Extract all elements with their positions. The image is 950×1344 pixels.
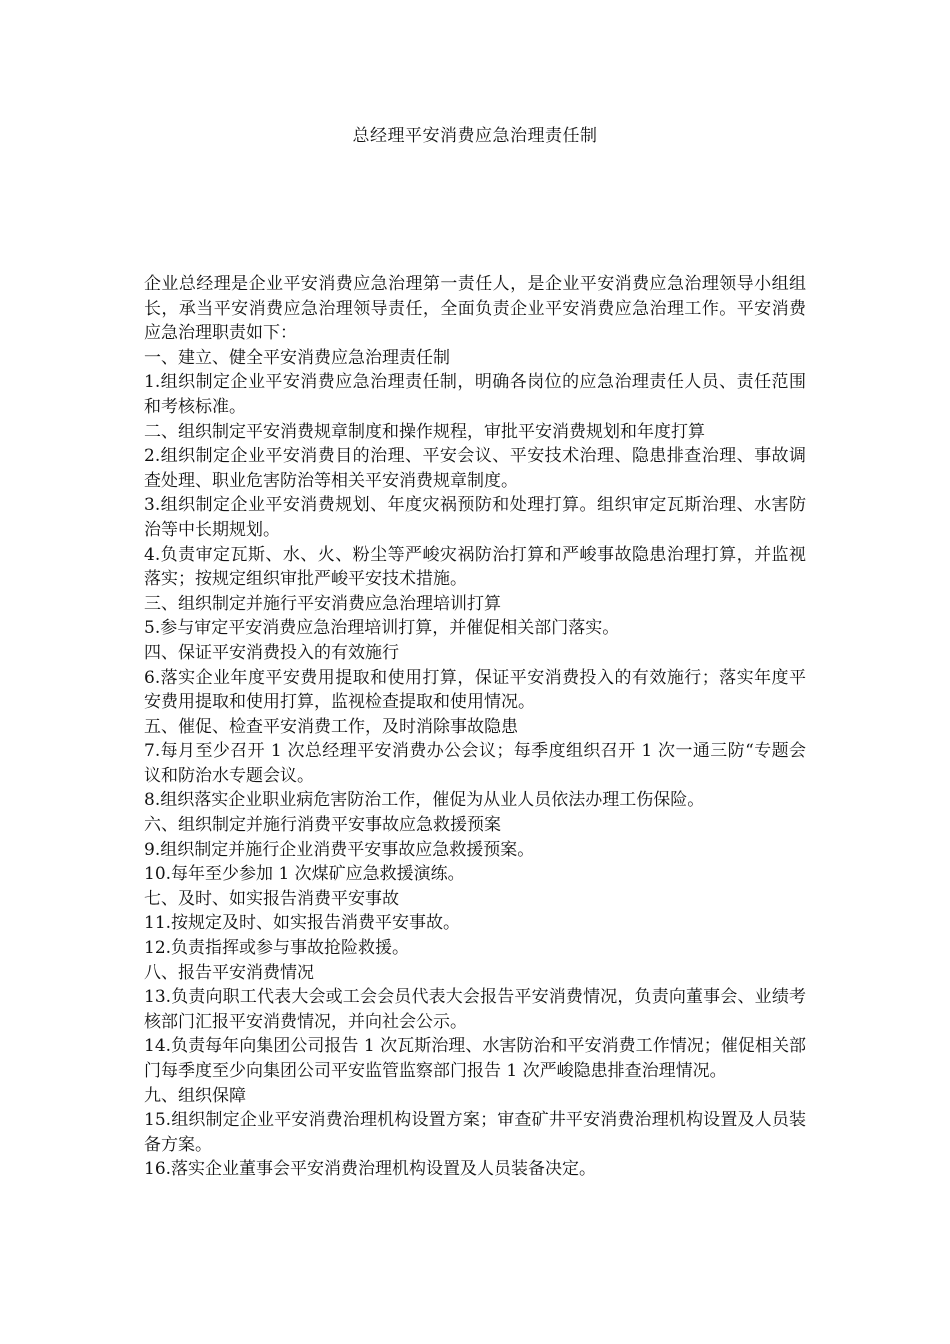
section-heading-1: 一、建立、健全平安消费应急治理责任制 [144, 347, 450, 368]
paragraph-item-3: 3.组织制定企业平安消费规划、年度灾祸预防和处理打算。组织审定瓦斯治理、水害防治等中长期规划。 [144, 495, 806, 540]
section-heading-5: 五、催促、检查平安消费工作，及时消除事故隐患 [144, 716, 518, 737]
section-heading-7: 七、及时、如实报告消费平安事故 [144, 888, 399, 909]
section-heading-8: 八、报告平安消费情况 [144, 962, 314, 983]
document-body [144, 272, 806, 1182]
paragraph-item-7: 7.每月至少召开 1 次总经理平安消费办公会议；每季度组织召开 1 次一通三防“专题会议和防治水专题会议。 [144, 741, 806, 786]
paragraph-item-12: 12.负责指挥或参与事故抢险救援。 [144, 938, 410, 959]
section-heading-2: 二、组织制定平安消费规章制度和操作规程，审批平安消费规划和年度打算 [144, 421, 705, 442]
paragraph-item-13: 13.负责向职工代表大会或工会会员代表大会报告平安消费情况，负责向董事会、业绩考核部门汇报平安消费情况，并向社会公示。 [144, 987, 806, 1032]
section-heading-9: 九、组织保障 [144, 1085, 246, 1106]
paragraph-item-9: 9.组织制定并施行企业消费平安事故应急救援预案。 [144, 839, 535, 860]
document-title: 总经理平安消费应急治理责任制 [352, 126, 598, 146]
section-heading-4: 四、保证平安消费投入的有效施行 [144, 642, 399, 663]
section-heading-6: 六、组织制定并施行消费平安事故应急救援预案 [144, 815, 501, 836]
section-heading-3: 三、组织制定并施行平安消费应急治理培训打算 [144, 593, 501, 614]
paragraph-intro: 企业总经理是企业平安消费应急治理第一责任人，是企业平安消费应急治理领导小组组长，承当平安消费应急治理领导责任，全面负责企业平安消费应急治理工作。平安消费应急治理职责如下： [144, 274, 806, 344]
paragraph-item-8: 8.组织落实企业职业病危害防治工作，催促为从业人员依法办理工伤保险。 [144, 790, 705, 811]
paragraph-item-11: 11.按规定及时、如实报告消费平安事故。 [144, 913, 461, 934]
paragraph-item-15: 15.组织制定企业平安消费治理机构设置方案；审查矿井平安消费治理机构设置及人员装备方案。 [144, 1110, 806, 1155]
paragraph-item-16: 16.落实企业董事会平安消费治理机构设置及人员装备决定。 [144, 1159, 597, 1180]
paragraph-item-4: 4.负责审定瓦斯、水、火、粉尘等严峻灾祸防治打算和严峻事故隐患治理打算，并监视落实；按规定组织审批严峻平安技术措施。 [144, 544, 806, 590]
paragraph-item-10: 10.每年至少参加 1 次煤矿应急救援演练。 [144, 864, 465, 885]
paragraph-item-2: 2.组织制定企业平安消费目的治理、平安会议、平安技术治理、隐患排查治理、事故调查处理、职业危害防治等相关平安消费规章制度。 [144, 446, 806, 491]
paragraph-item-14: 14.负责每年向集团公司报告 1 次瓦斯治理、水害防治和平安消费工作情况；催促相关部门每季度至少向集团公司平安监管监察部门报告 1 次严峻隐患排查治理情况。 [144, 1036, 806, 1081]
paragraph-item-6: 6.落实企业年度平安费用提取和使用打算，保证平安消费投入的有效施行；落实年度平安费用提取和使用打算，监视检查提取和使用情况。 [144, 667, 806, 713]
paragraph-item-1: 1.组织制定企业平安消费应急治理责任制，明确各岗位的应急治理责任人员、责任范围和考核标准。 [144, 372, 806, 417]
paragraph-item-5: 5.参与审定平安消费应急治理培训打算，并催促相关部门落实。 [144, 618, 620, 639]
